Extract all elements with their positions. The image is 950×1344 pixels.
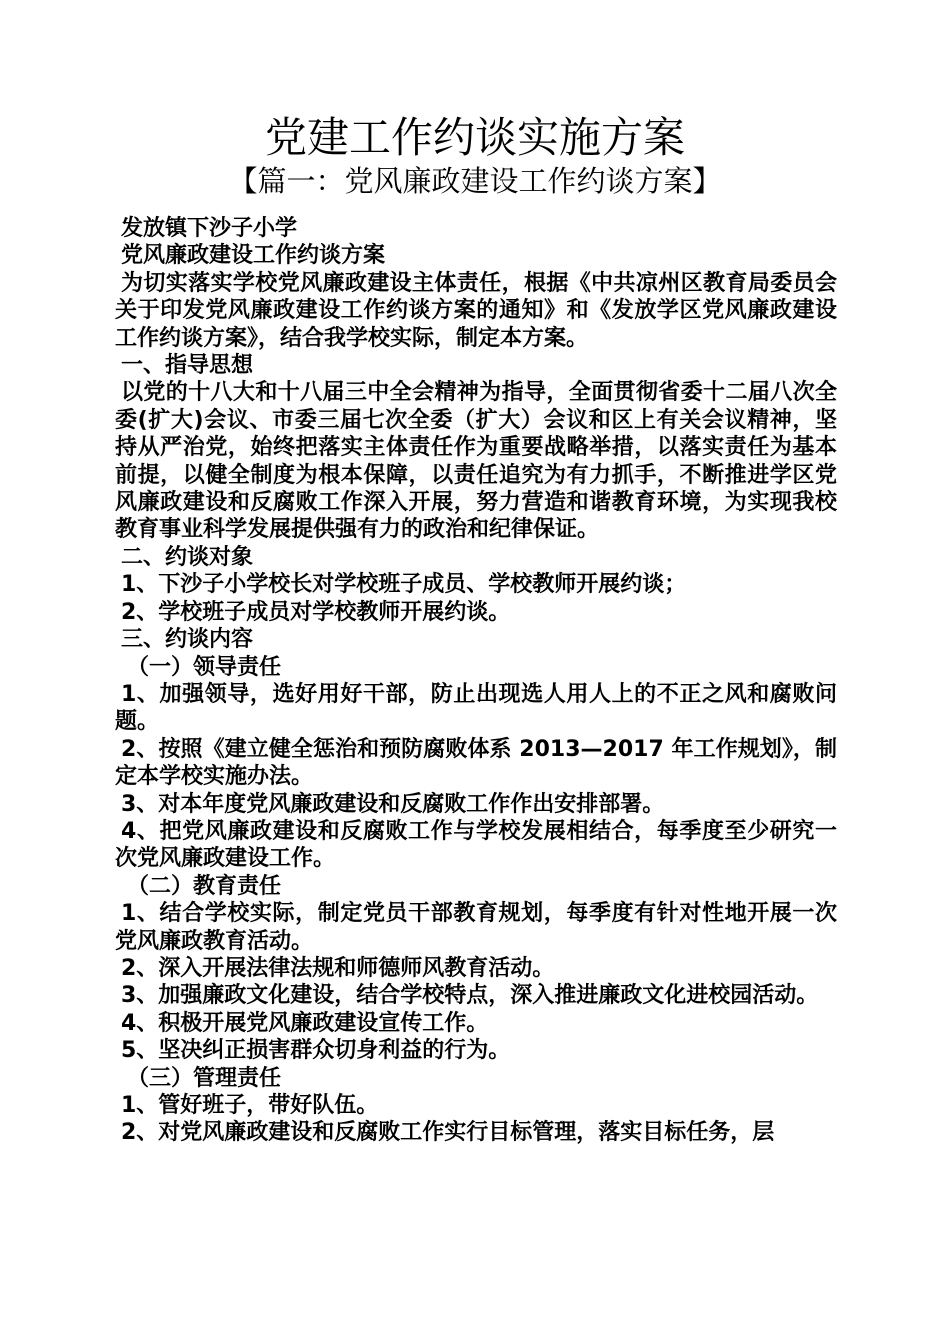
intro-paragraph: 为切实落实学校党风廉政建设主体责任，根据《中共凉州区教育局委员会关于印发党风廉政建设工作约谈方案的通知》和《发放学区党风廉政建设工作约谈方案》，结合我学校实际，制定本方案。 bbox=[115, 270, 837, 351]
sub1-item: 1、加强领导，选好用好干部，防止出现选人用人上的不正之风和腐败问题。 bbox=[115, 681, 837, 735]
sub3-item: 1、管好班子，带好队伍。 bbox=[121, 1093, 379, 1118]
section1-paragraph: 以党的十八大和十八届三中全会精神为指导，全面贯彻省委十二届八次全委(扩大)会议、市委三届七次全委（扩大）会议和区上有关会议精神，坚持从严治党，始终把落实主体责任作为重要战略举措，以落实责任为基本前提，以健全制度为根本保障，以责任追究为有力抓手，不断推进学区党风廉政建设和反腐败工作深入开展，努力营造和谐教育环境，为实现我校教育事业科学发展提供强有力的政治和纪律保证。 bbox=[115, 380, 837, 543]
section2-heading: 二、约谈对象 bbox=[121, 544, 254, 570]
section1-heading: 一、指导思想 bbox=[121, 353, 254, 379]
document-body bbox=[115, 215, 837, 1147]
sub2-item: 2、深入开展法律法规和师德师风教育活动。 bbox=[121, 955, 555, 981]
sub1-heading: （一）领导责任 bbox=[127, 654, 282, 680]
sub2-item: 5、坚决纠正损害群众切身利益的行为。 bbox=[121, 1038, 511, 1064]
document-title: 党建工作约谈实施方案 bbox=[264, 113, 685, 162]
section3-heading: 三、约谈内容 bbox=[121, 627, 254, 653]
sub2-item: 1、结合学校实际，制定党员干部教育规划，每季度有针对性地开展一次党风廉政教育活动。 bbox=[115, 901, 837, 954]
school-name: 发放镇下沙子小学 bbox=[121, 216, 298, 241]
sub2-heading: （二）教育责任 bbox=[127, 873, 282, 899]
document-subtitle: 【篇一：党风廉政建设工作约谈方案】 bbox=[228, 164, 722, 198]
sub3-heading: （三）管理责任 bbox=[127, 1065, 282, 1091]
section2-item: 1、下沙子小学校长对学校班子成员、学校教师开展约谈； bbox=[121, 572, 687, 598]
section2-item: 2、学校班子成员对学校教师开展约谈。 bbox=[121, 599, 511, 625]
sub1-item: 3、对本年度党风廉政建设和反腐败工作作出安排部署。 bbox=[121, 791, 665, 817]
sub2-item: 4、积极开展党风廉政建设宣传工作。 bbox=[121, 1010, 489, 1036]
plan-name: 党风廉政建设工作约谈方案 bbox=[121, 243, 386, 269]
sub2-item: 3、加强廉政文化建设，结合学校特点，深入推进廉政文化进校园活动。 bbox=[121, 983, 819, 1009]
sub3-item: 2、对党风廉政建设和反腐败工作实行目标管理，落实目标任务，层 bbox=[121, 1120, 775, 1146]
sub1-item: 4、把党风廉政建设和反腐败工作与学校发展相结合，每季度至少研究一次党风廉政建设工作。 bbox=[115, 818, 837, 872]
sub1-item: 2、按照《建立健全惩治和预防腐败体系 2013—2017 年工作规划》，制定本学校实施办法。 bbox=[115, 736, 837, 790]
